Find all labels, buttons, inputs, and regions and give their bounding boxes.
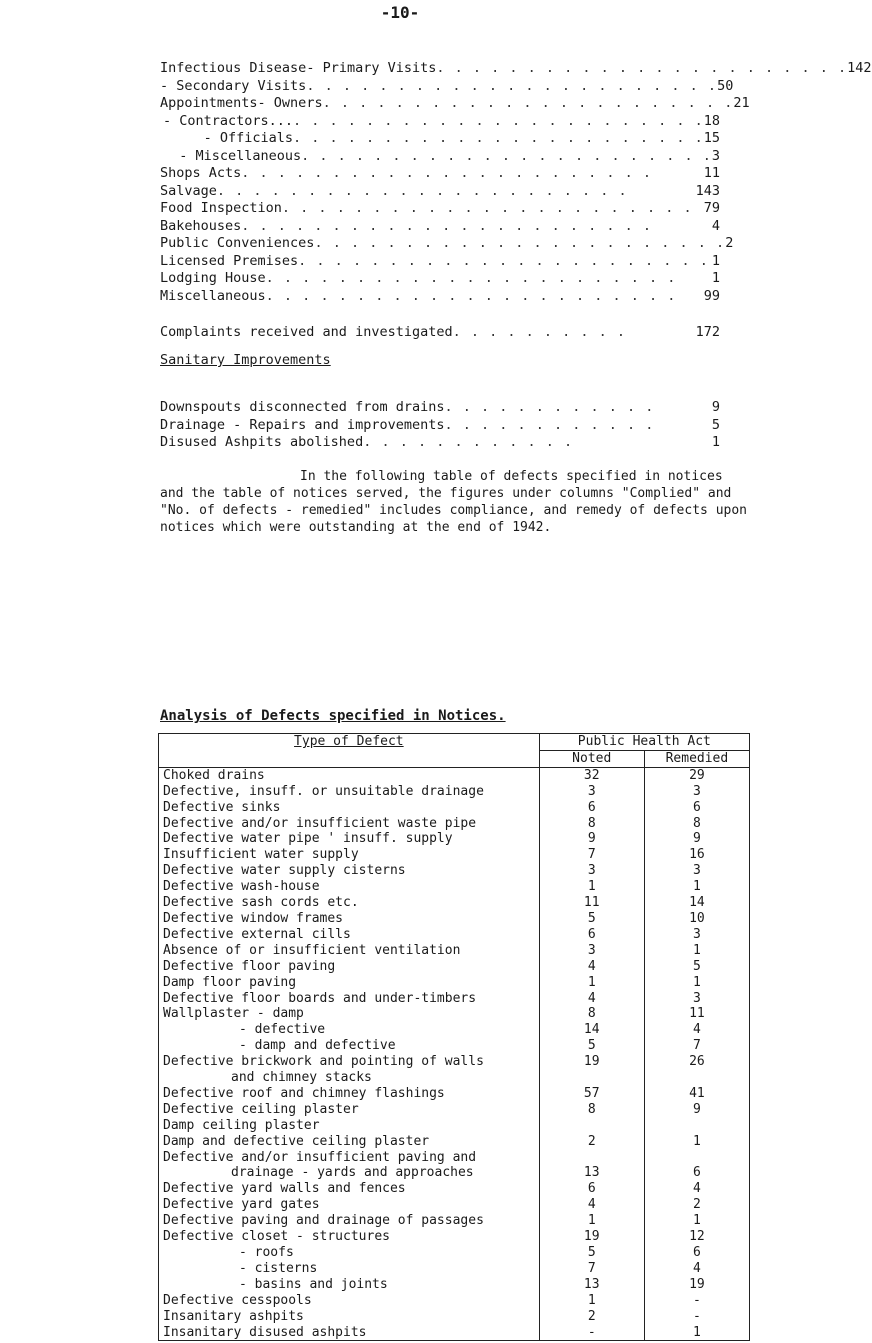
summary-row (160, 200, 720, 218)
table-row (159, 911, 750, 927)
remedied-value: 41 (644, 1086, 749, 1102)
defect-type: Defective floor paving (159, 959, 540, 975)
summary-group: Salvage (160, 182, 217, 199)
leader-dots: . . . . . . . . . . . . (363, 434, 574, 450)
summary-value: 79 (703, 200, 720, 216)
header-type: Type of Defect (159, 734, 540, 768)
summary-value: 50 (717, 77, 734, 94)
defect-type: Damp and defective ceiling plaster (159, 1134, 540, 1150)
summary-value: 15 (703, 130, 720, 146)
table-row (159, 895, 750, 911)
remedied-value: 3 (644, 784, 749, 800)
table-row (159, 863, 750, 879)
leader-dots: . . . . . . . . . . . . . . . . . . . . . . . (292, 130, 704, 146)
defect-type: Defective paving and drainage of passages (159, 1213, 540, 1229)
remedied-value: 11 (644, 1006, 749, 1022)
defect-type: Absence of or insufficient ventilation (159, 943, 540, 959)
remedied-value: 3 (644, 927, 749, 943)
defects-table (158, 733, 750, 1341)
table-row (159, 1181, 750, 1197)
summary-row (160, 148, 720, 166)
table-row (159, 1150, 750, 1166)
leader-dots: . . . . . . . . . . . . . . . . . . . . . . . (306, 77, 718, 94)
table-row (159, 1086, 750, 1102)
defect-type: - defective (159, 1022, 540, 1038)
noted-value: 19 (539, 1229, 644, 1245)
sanitary-value: 9 (711, 399, 720, 415)
table-row (159, 1006, 750, 1022)
remedied-value: 1 (644, 943, 749, 959)
defect-type: Defective cesspools (159, 1293, 540, 1309)
remedied-value: 5 (644, 959, 749, 975)
summary-value: 3 (711, 147, 720, 164)
remedied-value: 3 (644, 863, 749, 879)
summary-group: Public Conveniences (160, 235, 315, 251)
header-noted: Noted (539, 750, 644, 767)
noted-value: 1 (539, 1293, 644, 1309)
remedied-value: 1 (644, 1325, 749, 1341)
leader-dots: . . . . . . . . . . . . . . . . . . . . . . . (301, 147, 712, 164)
noted-value: 3 (539, 863, 644, 879)
summary-row (160, 235, 734, 253)
remedied-value (644, 1150, 749, 1166)
defect-type: Defective yard walls and fences (159, 1181, 540, 1197)
summary-row (160, 165, 720, 183)
summary-row (160, 77, 734, 96)
sanitary-row (160, 399, 720, 417)
summary-group: Appointments (160, 95, 258, 111)
defect-type: Defective roof and chimney flashings (159, 1086, 540, 1102)
defect-type: and chimney stacks (159, 1070, 540, 1086)
sanitary-row (160, 434, 720, 452)
noted-value: 7 (539, 847, 644, 863)
remedied-value: 19 (644, 1277, 749, 1293)
remedied-value: 9 (644, 1102, 749, 1118)
remedied-value: 29 (644, 767, 749, 783)
noted-value (539, 1150, 644, 1166)
leader-dots: . . . . . . . . . . . . (444, 416, 655, 433)
noted-value: 5 (539, 1038, 644, 1054)
summary-value: 143 (695, 182, 720, 199)
remedied-value: 1 (644, 879, 749, 895)
table-row (159, 767, 750, 783)
defect-type: Insufficient water supply (159, 847, 540, 863)
leader-dots: . . . . . . . . . . (452, 324, 627, 340)
summary-item: - Secondary Visits (160, 77, 307, 94)
noted-value: 19 (539, 1054, 644, 1070)
table-row (159, 879, 750, 895)
analysis-heading: Analysis of Defects specified in Notices. (160, 708, 506, 724)
leader-dots: . . . . . . . . . . . . . . . . . . . . . . . (298, 252, 709, 269)
summary-item: - Primary Visits (306, 60, 437, 76)
summary-value: 11 (703, 165, 720, 181)
table-row (159, 1229, 750, 1245)
summary-group: Bakehouses (160, 217, 242, 234)
defect-type: Choked drains (159, 767, 540, 783)
remedied-value: 9 (644, 831, 749, 847)
leader-dots: . . . . . . . . . . . . . . . . . . . . . . . (265, 287, 677, 304)
summary-group (160, 130, 204, 148)
table-row (159, 1213, 750, 1229)
summary-group: Licensed Premises (160, 252, 299, 269)
leader-dots: . . . . . . . . . . . . . . . . . . . . . . . (292, 112, 704, 129)
noted-value: 1 (539, 1213, 644, 1229)
remedied-value: 1 (644, 1134, 749, 1150)
noted-value (539, 1118, 644, 1134)
summary-item: - Owners (257, 95, 323, 111)
remedied-value: 2 (644, 1197, 749, 1213)
defect-type: Wallplaster - damp (159, 1006, 540, 1022)
table-row (159, 800, 750, 816)
table-row (159, 1118, 750, 1134)
noted-value: 8 (539, 816, 644, 832)
sanitary-heading: Sanitary Improvements (160, 352, 331, 368)
summary-value: 1 (711, 252, 720, 269)
table-row (159, 991, 750, 1007)
complaints-label: Complaints received and investigated (160, 324, 453, 340)
noted-value: 9 (539, 831, 644, 847)
noted-value (539, 1070, 644, 1086)
table-row (159, 927, 750, 943)
remedied-value (644, 1118, 749, 1134)
sanitary-value: 1 (711, 434, 720, 450)
remedied-value: 1 (644, 975, 749, 991)
noted-value: 2 (539, 1134, 644, 1150)
noted-value: 1 (539, 975, 644, 991)
remedied-value: 14 (644, 895, 749, 911)
table-row (159, 1038, 750, 1054)
summary-row (160, 270, 720, 288)
summary-value: 2 (725, 235, 734, 251)
summary-item: - Miscellaneous (179, 147, 302, 164)
sanitary-value: 5 (711, 416, 720, 433)
summary-value: 4 (711, 217, 720, 234)
remedied-value: 12 (644, 1229, 749, 1245)
defect-type: - damp and defective (159, 1038, 540, 1054)
defect-type: Defective wash-house (159, 879, 540, 895)
intro-paragraph: In the following table of defects specified in notices and the table of notices served, the figures under columns "Complied" and "No. of defects - remedied" includes compliance, and remedy of defects upon notices which were outstanding at the end of 1942. (160, 469, 747, 535)
table-row (159, 831, 750, 847)
table-row (159, 1277, 750, 1293)
remedied-value: 6 (644, 1165, 749, 1181)
noted-value: 5 (539, 911, 644, 927)
leader-dots: . . . . . . . . . . . . . . . . . . . . . . . (241, 217, 653, 234)
header-remedied: Remedied (644, 750, 749, 767)
remedied-value: 26 (644, 1054, 749, 1070)
complaints-row (160, 324, 720, 342)
summary-value: 21 (733, 95, 750, 111)
sanitary-label: Disused Ashpits abolished (160, 434, 364, 450)
defect-type: - roofs (159, 1245, 540, 1261)
summary-group: Food Inspection (160, 200, 282, 216)
table-row (159, 1102, 750, 1118)
summary-group: Infectious Disease (160, 60, 307, 76)
summary-row (160, 130, 720, 148)
summary-value: 99 (703, 287, 720, 304)
defect-type: - basins and joints (159, 1277, 540, 1293)
table-row (159, 975, 750, 991)
noted-value: 4 (539, 1197, 644, 1213)
defect-type: Defective and/or insufficient waste pipe (159, 816, 540, 832)
noted-value: 8 (539, 1102, 644, 1118)
remedied-value (644, 1070, 749, 1086)
noted-value: 6 (539, 800, 644, 816)
noted-value: 11 (539, 895, 644, 911)
summary-group (160, 148, 179, 166)
defect-type: Damp floor paving (159, 975, 540, 991)
leader-dots: . . . . . . . . . . . . . . . . . . . . . . . (281, 200, 693, 216)
defect-type: - cisterns (159, 1261, 540, 1277)
sanitary-list (160, 399, 720, 452)
table-row (159, 1245, 750, 1261)
leader-dots: . . . . . . . . . . . . . . . . . . . . . . . (322, 95, 734, 111)
noted-value: 32 (539, 767, 644, 783)
summary-row (160, 253, 720, 271)
noted-value: 1 (539, 879, 644, 895)
defect-type: Defective water pipe ' insuff. supply (159, 831, 540, 847)
noted-value: 8 (539, 1006, 644, 1022)
defect-type: Defective ceiling plaster (159, 1102, 540, 1118)
noted-value: 57 (539, 1086, 644, 1102)
visits-summary (160, 60, 872, 305)
summary-value: 142 (847, 60, 872, 76)
noted-value: 5 (539, 1245, 644, 1261)
noted-value: 3 (539, 784, 644, 800)
summary-row (160, 288, 720, 306)
summary-row (160, 218, 720, 236)
table-row (159, 1309, 750, 1325)
leader-dots: . . . . . . . . . . . . (444, 399, 655, 415)
summary-row (160, 113, 720, 131)
summary-row (160, 95, 750, 113)
defect-type: Defective yard gates (159, 1197, 540, 1213)
table-row (159, 847, 750, 863)
defect-type: Defective closet - structures (159, 1229, 540, 1245)
remedied-value: - (644, 1309, 749, 1325)
leader-dots: . . . . . . . . . . . . . . . . . . . . . . . (265, 270, 677, 286)
defect-type: Insanitary disused ashpits (159, 1325, 540, 1341)
remedied-value: 8 (644, 816, 749, 832)
defect-type: Defective brickwork and pointing of walls (159, 1054, 540, 1070)
leader-dots: . . . . . . . . . . . . . . . . . . . . . . . (241, 165, 653, 181)
table-row (159, 1134, 750, 1150)
leader-dots: . . . . . . . . . . . . . . . . . . . . . . . (314, 235, 726, 251)
table-row (159, 1261, 750, 1277)
defect-type: Defective sinks (159, 800, 540, 816)
summary-row (160, 183, 720, 201)
remedied-value: 16 (644, 847, 749, 863)
sanitary-label: Drainage - Repairs and improvements (160, 416, 445, 433)
header-public-health-act: Public Health Act (539, 734, 749, 751)
remedied-value: 10 (644, 911, 749, 927)
table-row (159, 1022, 750, 1038)
summary-item: - Contractors... (162, 112, 293, 129)
noted-value: 4 (539, 991, 644, 1007)
noted-value: 7 (539, 1261, 644, 1277)
table-row (159, 1293, 750, 1309)
remedied-value: 1 (644, 1213, 749, 1229)
summary-value: 1 (711, 270, 720, 286)
noted-value: 14 (539, 1022, 644, 1038)
leader-dots: . . . . . . . . . . . . . . . . . . . . . . . (436, 60, 848, 76)
noted-value: 2 (539, 1309, 644, 1325)
defect-type: drainage - yards and approaches (159, 1165, 540, 1181)
noted-value: 13 (539, 1277, 644, 1293)
summary-item: - Officials (203, 130, 293, 146)
summary-group: Miscellaneous (160, 287, 266, 304)
sanitary-row (160, 417, 720, 435)
table-row (159, 959, 750, 975)
summary-group: Shops Acts (160, 165, 242, 181)
defect-type: Defective water supply cisterns (159, 863, 540, 879)
summary-row (160, 60, 872, 78)
noted-value: 3 (539, 943, 644, 959)
defect-type: Defective window frames (159, 911, 540, 927)
remedied-value: 6 (644, 1245, 749, 1261)
noted-value: 13 (539, 1165, 644, 1181)
table-row (159, 1197, 750, 1213)
page-number: -10- (380, 3, 420, 22)
defect-type: Defective and/or insufficient paving and (159, 1150, 540, 1166)
remedied-value: 4 (644, 1181, 749, 1197)
defect-type: Defective external cills (159, 927, 540, 943)
leader-dots: . . . . . . . . . . . . . . . . . . . . . . . (216, 182, 628, 199)
table-row (159, 1070, 750, 1086)
summary-group: Lodging House (160, 270, 266, 286)
table-row (159, 1054, 750, 1070)
defect-type: Defective, insuff. or unsuitable drainage (159, 784, 540, 800)
remedied-value: 4 (644, 1261, 749, 1277)
remedied-value: 4 (644, 1022, 749, 1038)
sanitary-label: Downspouts disconnected from drains (160, 399, 445, 415)
noted-value: 6 (539, 1181, 644, 1197)
table-row (159, 1325, 750, 1341)
defect-type: Defective floor boards and under-timbers (159, 991, 540, 1007)
remedied-value: 7 (644, 1038, 749, 1054)
table-row (159, 816, 750, 832)
noted-value: 4 (539, 959, 644, 975)
remedied-value: - (644, 1293, 749, 1309)
table-row (159, 1165, 750, 1181)
noted-value: - (539, 1325, 644, 1341)
defect-type: Insanitary ashpits (159, 1309, 540, 1325)
defect-type: Defective sash cords etc. (159, 895, 540, 911)
remedied-value: 3 (644, 991, 749, 1007)
table-row (159, 943, 750, 959)
summary-value: 18 (703, 112, 720, 129)
defect-type: Damp ceiling plaster (159, 1118, 540, 1134)
table-row (159, 784, 750, 800)
noted-value: 6 (539, 927, 644, 943)
complaints-value: 172 (695, 324, 720, 340)
remedied-value: 6 (644, 800, 749, 816)
